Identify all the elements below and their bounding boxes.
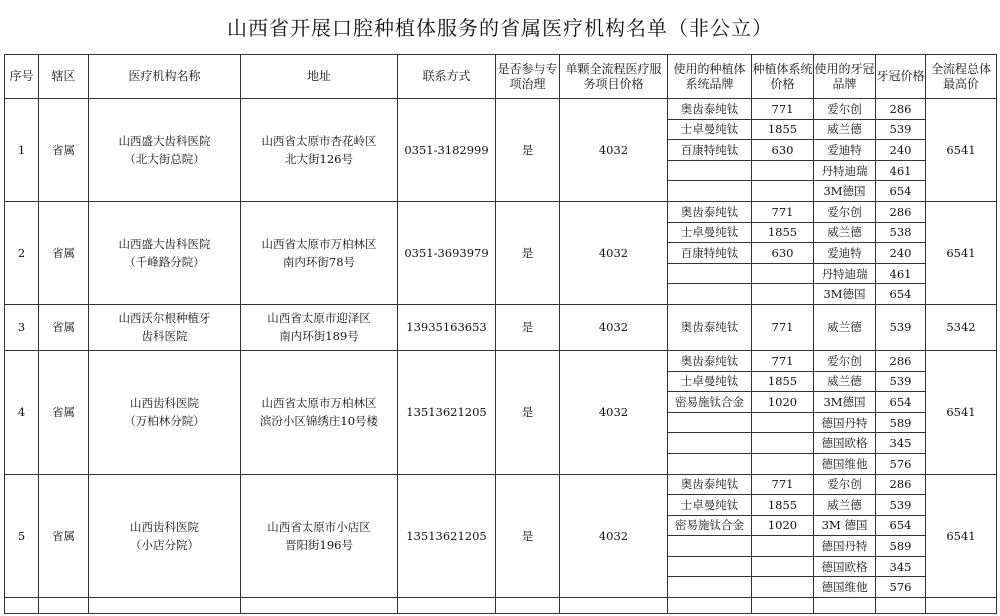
empty-cell (668, 598, 752, 614)
crown-price: 539 (876, 304, 926, 350)
institution-address: 山西省太原市迎泽区 南内环街189号 (241, 304, 398, 350)
crown-price: 286 (876, 99, 926, 120)
service-price: 4032 (560, 99, 668, 202)
implant-price: 1020 (752, 515, 814, 536)
max-total-price: 6541 (926, 474, 997, 598)
institution-address: 山西省太原市小店区 晋阳街196号 (241, 474, 398, 598)
implant-price: 771 (752, 99, 814, 120)
participate-flag: 是 (496, 99, 560, 202)
empty-cell (5, 598, 39, 614)
implant-brand: 密易施钛合金 (668, 515, 752, 536)
crown-brand: 丹特迪瑞 (814, 263, 876, 284)
row-number: 5 (5, 474, 39, 598)
implant-brand (668, 556, 752, 577)
table-row (5, 304, 997, 350)
max-total-price: 5342 (926, 304, 997, 350)
implant-brand (668, 433, 752, 454)
institution-address: 山西省太原市万柏林区 南内环街78号 (241, 201, 398, 304)
participate-flag: 是 (496, 201, 560, 304)
crown-price: 539 (876, 495, 926, 516)
crown-brand: 威兰德 (814, 495, 876, 516)
crown-price: 286 (876, 474, 926, 495)
institution-table (4, 54, 997, 614)
crown-price: 240 (876, 140, 926, 161)
crown-brand: 威兰德 (814, 119, 876, 140)
crown-price: 589 (876, 536, 926, 557)
implant-brand: 奥齿泰纯钛 (668, 99, 752, 120)
implant-price (752, 453, 814, 474)
implant-brand: 士卓曼纯钛 (668, 222, 752, 243)
crown-brand: 爱尔创 (814, 99, 876, 120)
table-row (5, 201, 997, 222)
implant-brand: 百康特纯钛 (668, 140, 752, 161)
crown-price: 345 (876, 556, 926, 577)
empty-cell (876, 598, 926, 614)
implant-price (752, 284, 814, 305)
participate-flag: 是 (496, 350, 560, 474)
participate-flag: 是 (496, 304, 560, 350)
district: 省属 (39, 474, 89, 598)
header-crown-price: 牙冠价格 (876, 55, 926, 99)
crown-brand: 爱尔创 (814, 474, 876, 495)
implant-brand (668, 536, 752, 557)
empty-cell (926, 598, 997, 614)
crown-price: 461 (876, 263, 926, 284)
row-number: 4 (5, 350, 39, 474)
row-number: 2 (5, 201, 39, 304)
empty-cell (241, 598, 398, 614)
crown-brand: 德国丹特 (814, 536, 876, 557)
district: 省属 (39, 99, 89, 202)
implant-price: 771 (752, 474, 814, 495)
implant-brand: 士卓曼纯钛 (668, 371, 752, 392)
implant-price (752, 181, 814, 202)
crown-brand: 3M德国 (814, 181, 876, 202)
crown-brand: 爱迪特 (814, 140, 876, 161)
implant-price (752, 263, 814, 284)
institution-name: 山西盛大齿科医院 （北大街总院） (89, 99, 241, 202)
crown-brand: 爱尔创 (814, 350, 876, 371)
crown-price: 539 (876, 119, 926, 140)
header-crown-brand: 使用的牙冠品牌 (814, 55, 876, 99)
implant-brand: 奥齿泰纯钛 (668, 304, 752, 350)
service-price: 4032 (560, 350, 668, 474)
participate-flag: 是 (496, 474, 560, 598)
implant-price: 771 (752, 304, 814, 350)
crown-brand: 3M德国 (814, 284, 876, 305)
institution-name: 山西沃尔根种植牙 齿科医院 (89, 304, 241, 350)
implant-brand: 奥齿泰纯钛 (668, 350, 752, 371)
crown-price: 539 (876, 371, 926, 392)
crown-brand: 爱尔创 (814, 201, 876, 222)
implant-price (752, 536, 814, 557)
contact-phone: 13513621205 (398, 474, 496, 598)
header-service-price: 单颗全流程医疗服务项目价格 (560, 55, 668, 99)
implant-price: 1855 (752, 222, 814, 243)
crown-brand: 3M 德国 (814, 515, 876, 536)
header-row (5, 55, 997, 99)
empty-cell (496, 598, 560, 614)
max-total-price: 6541 (926, 201, 997, 304)
header-contact: 联系方式 (398, 55, 496, 99)
institution-address: 山西省太原市杏花岭区 北大街126号 (241, 99, 398, 202)
implant-price (752, 556, 814, 577)
page-title: 山西省开展口腔种植体服务的省属医疗机构名单（非公立） (227, 15, 773, 40)
max-total-price: 6541 (926, 350, 997, 474)
implant-brand: 奥齿泰纯钛 (668, 474, 752, 495)
crown-price: 286 (876, 201, 926, 222)
crown-brand: 德国维他 (814, 453, 876, 474)
header-no: 序号 (5, 55, 39, 99)
crown-price: 589 (876, 412, 926, 433)
service-price: 4032 (560, 304, 668, 350)
implant-brand: 奥齿泰纯钛 (668, 201, 752, 222)
max-total-price: 6541 (926, 99, 997, 202)
district: 省属 (39, 201, 89, 304)
crown-price: 654 (876, 181, 926, 202)
empty-cell (560, 598, 668, 614)
header-implant-brand: 使用的种植体系统品牌 (668, 55, 752, 99)
implant-price (752, 433, 814, 454)
crown-price: 240 (876, 243, 926, 264)
contact-phone: 13935163653 (398, 304, 496, 350)
header-max-price: 全流程总体最高价 (926, 55, 997, 99)
crown-brand: 爱迪特 (814, 243, 876, 264)
implant-price (752, 160, 814, 181)
institution-name: 山西齿科医院 （小店分院） (89, 474, 241, 598)
implant-brand: 密易施钛合金 (668, 392, 752, 413)
institution-address: 山西省太原市万柏林区 滨汾小区锦绣庄10号楼 (241, 350, 398, 474)
implant-brand (668, 263, 752, 284)
row-number: 1 (5, 99, 39, 202)
crown-brand: 德国丹特 (814, 412, 876, 433)
table-row (5, 350, 997, 371)
contact-phone: 0351-3182999 (398, 99, 496, 202)
crown-brand: 3M德国 (814, 392, 876, 413)
header-participate: 是否参与专项治理 (496, 55, 560, 99)
crown-brand: 威兰德 (814, 222, 876, 243)
crown-brand: 德国欧格 (814, 556, 876, 577)
implant-brand (668, 160, 752, 181)
crown-brand: 威兰德 (814, 304, 876, 350)
crown-price: 461 (876, 160, 926, 181)
implant-brand (668, 453, 752, 474)
header-address: 地址 (241, 55, 398, 99)
crown-price: 576 (876, 577, 926, 598)
crown-price: 654 (876, 392, 926, 413)
empty-cell (89, 598, 241, 614)
table-row (5, 474, 997, 495)
header-name: 医疗机构名称 (89, 55, 241, 99)
district: 省属 (39, 304, 89, 350)
crown-price: 654 (876, 284, 926, 305)
district: 省属 (39, 350, 89, 474)
implant-price: 630 (752, 243, 814, 264)
crown-brand: 威兰德 (814, 371, 876, 392)
service-price: 4032 (560, 201, 668, 304)
implant-brand: 士卓曼纯钛 (668, 495, 752, 516)
crown-price: 286 (876, 350, 926, 371)
implant-price: 771 (752, 201, 814, 222)
implant-price: 771 (752, 350, 814, 371)
header-implant-price: 种植体系统价格 (752, 55, 814, 99)
implant-price: 1855 (752, 495, 814, 516)
table-row (5, 99, 997, 120)
empty-cell (398, 598, 496, 614)
implant-price (752, 577, 814, 598)
row-number: 3 (5, 304, 39, 350)
crown-price: 654 (876, 515, 926, 536)
implant-brand (668, 577, 752, 598)
implant-price: 1855 (752, 371, 814, 392)
implant-price: 1855 (752, 119, 814, 140)
institution-name: 山西齿科医院 （万柏林分院） (89, 350, 241, 474)
implant-brand (668, 181, 752, 202)
implant-price (752, 412, 814, 433)
crown-brand: 德国维他 (814, 577, 876, 598)
crown-brand: 德国欧格 (814, 433, 876, 454)
service-price: 4032 (560, 474, 668, 598)
implant-brand: 士卓曼纯钛 (668, 119, 752, 140)
empty-cell (39, 598, 89, 614)
implant-brand: 百康特纯钛 (668, 243, 752, 264)
crown-price: 538 (876, 222, 926, 243)
contact-phone: 0351-3693979 (398, 201, 496, 304)
empty-cell (814, 598, 876, 614)
crown-price: 345 (876, 433, 926, 454)
institution-name: 山西盛大齿科医院 （千峰路分院） (89, 201, 241, 304)
implant-brand (668, 284, 752, 305)
header-district: 辖区 (39, 55, 89, 99)
implant-brand (668, 412, 752, 433)
crown-brand: 丹特迪瑞 (814, 160, 876, 181)
table-row-empty (5, 598, 997, 614)
implant-price: 1020 (752, 392, 814, 413)
crown-price: 576 (876, 453, 926, 474)
empty-cell (752, 598, 814, 614)
implant-price: 630 (752, 140, 814, 161)
contact-phone: 13513621205 (398, 350, 496, 474)
